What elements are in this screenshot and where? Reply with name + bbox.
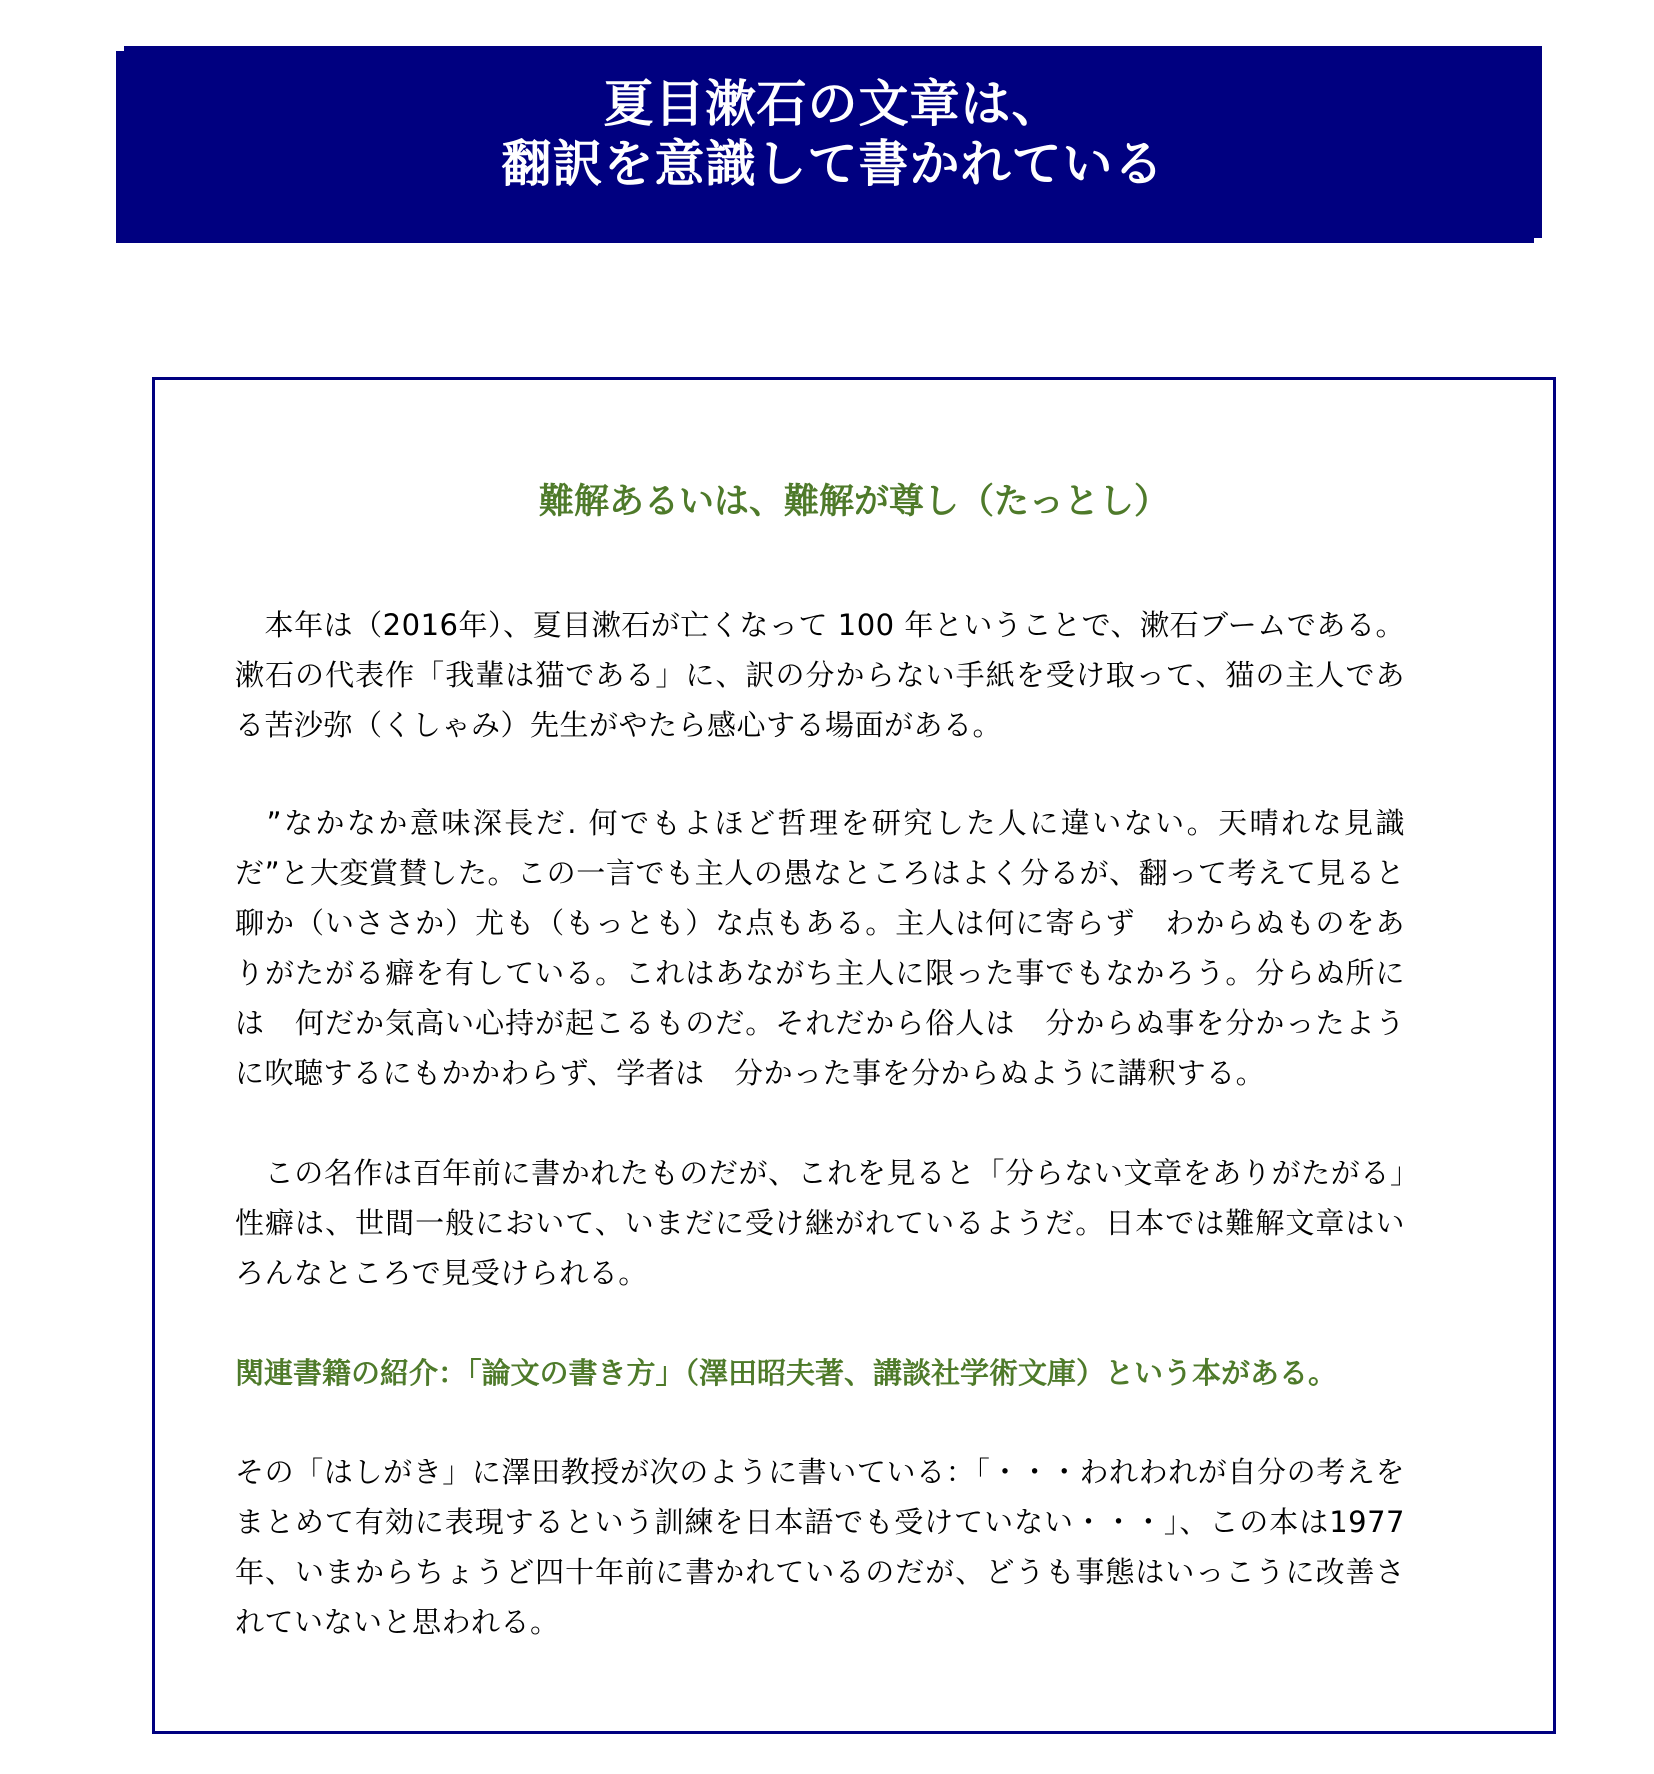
paragraph-quote: ”なかなか意味深長だ. 何でもよほど哲理を研究した人に違いない。天晴れな見識だ”と大変賞賛した。この一言でも主人の愚なところはよく分るが、翻って考えて見ると 聊か（いささか）尤も（もっとも）な点もある。主人は何に寄らず わからぬものをありがたがる癖を有している。これはあながち主人に限った事でもなかろう。分らぬ所には 何だか気高い心持が起こるものだ。それだから俗人は 分からぬ事を分かったように吹聴するにもかかわらず、学者は 分かった事を分からぬように講釈する。 <box>235 806 1435 1090</box>
section-heading: 難解あるいは、難解が尊し（たっとし） <box>538 482 1169 522</box>
title-line-1: 夏目漱石の文章は、 <box>603 75 1063 133</box>
title-banner <box>124 46 1542 238</box>
title-line-2: 翻訳を意識して書かれている <box>501 135 1165 193</box>
paragraph-commentary: この名作は百年前に書かれたものだが、これを見ると「分らない文章をありがたがる」性癖は、世間一般において、いまだに受け継がれているようだ。日本では難解文章はいろんなところで見受けられる。 <box>235 1156 1405 1290</box>
paragraph-intro: 本年は（2016年）、夏目漱石が亡くなって 100 年ということで、漱石ブームである。漱石の代表作「我輩は猫である」に、訳の分からない手紙を受け取って、猫の主人である苦沙弥（くしゃみ）先生がやたら感心する場面がある。 <box>235 608 1405 742</box>
related-book-heading: 関連書籍の紹介：「論文の書き方」（澤田昭夫著、講談社学術文庫）という本がある。 <box>235 1356 1338 1390</box>
paragraph-book: その「はしがき」に澤田教授が次のように書いている：「・・・われわれが自分の考えをまとめて有効に表現するという訓練を日本語でも受けていない・・・」、この本は1977年、いまからちょうど四十年前に書かれているのだが、どうも事態はいっこうに改善されていないと思われる。 <box>235 1455 1405 1639</box>
content-frame <box>152 377 1556 1734</box>
